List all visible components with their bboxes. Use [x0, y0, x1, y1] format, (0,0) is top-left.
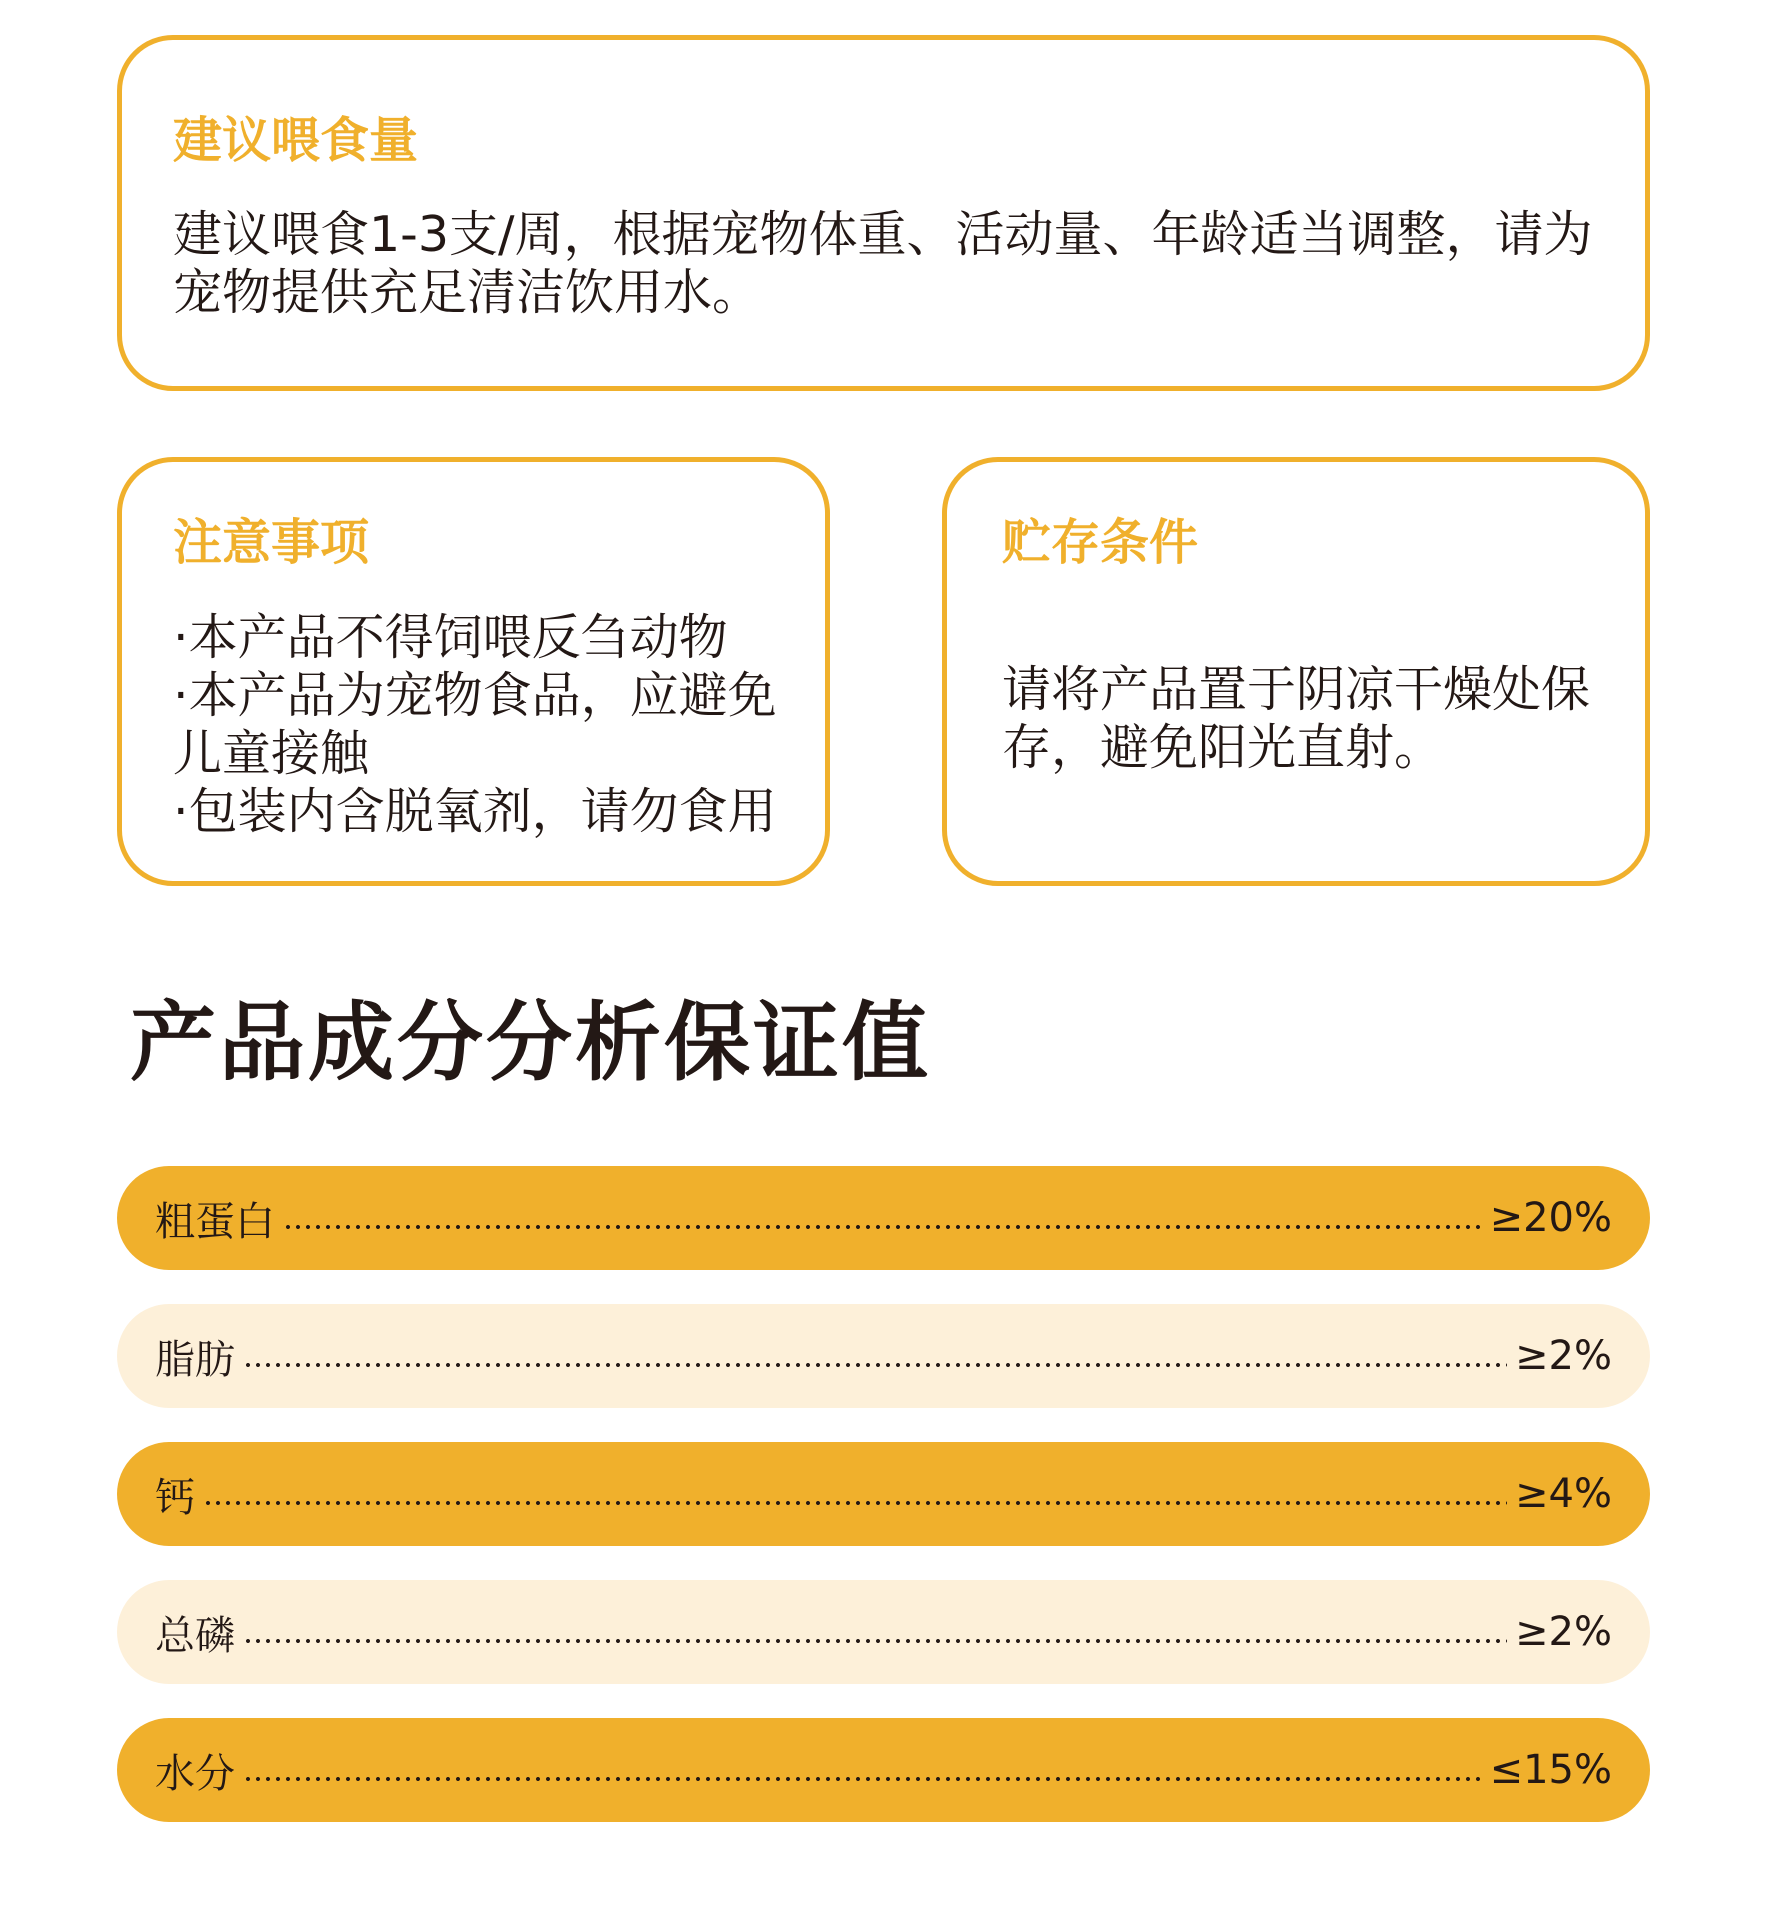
nutrient-name: 水分: [155, 1750, 235, 1797]
analysis-title: 产品成分分析保证值: [130, 993, 931, 1093]
notes-line: ·包装内含脱氧剂，请勿食用: [173, 783, 777, 840]
nutrient-row-fat: [117, 1304, 1650, 1408]
storage-line: 存，避免阳光直射。: [1002, 719, 1444, 776]
storage-line: 请将产品置于阴凉干燥处保: [1002, 661, 1591, 718]
feeding-text: [173, 206, 1613, 322]
feeding-line: 建议喂食1-3支/周，根据宠物体重、活动量、年龄适当调整，请为: [173, 206, 1593, 263]
nutrient-name: 粗蛋白: [155, 1198, 275, 1245]
dotted-leader: [243, 1639, 1507, 1643]
nutrient-row-protein: [117, 1166, 1650, 1270]
nutrient-name: 钙: [155, 1474, 195, 1521]
feeding-title: 建议喂食量: [173, 112, 419, 169]
nutrient-value: ≥4%: [1515, 1471, 1612, 1517]
nutrient-value: ≤15%: [1489, 1747, 1612, 1793]
notes-title: 注意事项: [173, 514, 370, 571]
storage-card: [942, 457, 1650, 886]
nutrient-value: ≥20%: [1489, 1195, 1612, 1241]
feeding-card: [117, 35, 1650, 391]
dotted-leader: [243, 1363, 1507, 1367]
notes-line: ·本产品不得饲喂反刍动物: [173, 609, 728, 666]
storage-title: 贮存条件: [1002, 514, 1199, 571]
notes-text: [173, 609, 793, 841]
nutrient-value: ≥2%: [1515, 1609, 1612, 1655]
nutrient-row-phosphorus: [117, 1580, 1650, 1684]
dotted-leader: [243, 1777, 1482, 1781]
notes-line: 儿童接触: [173, 725, 370, 782]
nutrient-row-calcium: [117, 1442, 1650, 1546]
nutrient-name: 总磷: [155, 1612, 235, 1659]
notes-line: ·本产品为宠物食品，应避免: [173, 667, 777, 724]
feeding-line: 宠物提供充足清洁饮用水。: [173, 264, 762, 321]
dotted-leader: [283, 1225, 1482, 1229]
nutrient-value: ≥2%: [1515, 1333, 1612, 1379]
notes-card: [117, 457, 830, 886]
storage-text: [1002, 661, 1622, 777]
nutrient-row-moisture: [117, 1718, 1650, 1822]
dotted-leader: [203, 1501, 1507, 1505]
nutrient-name: 脂肪: [155, 1336, 235, 1383]
